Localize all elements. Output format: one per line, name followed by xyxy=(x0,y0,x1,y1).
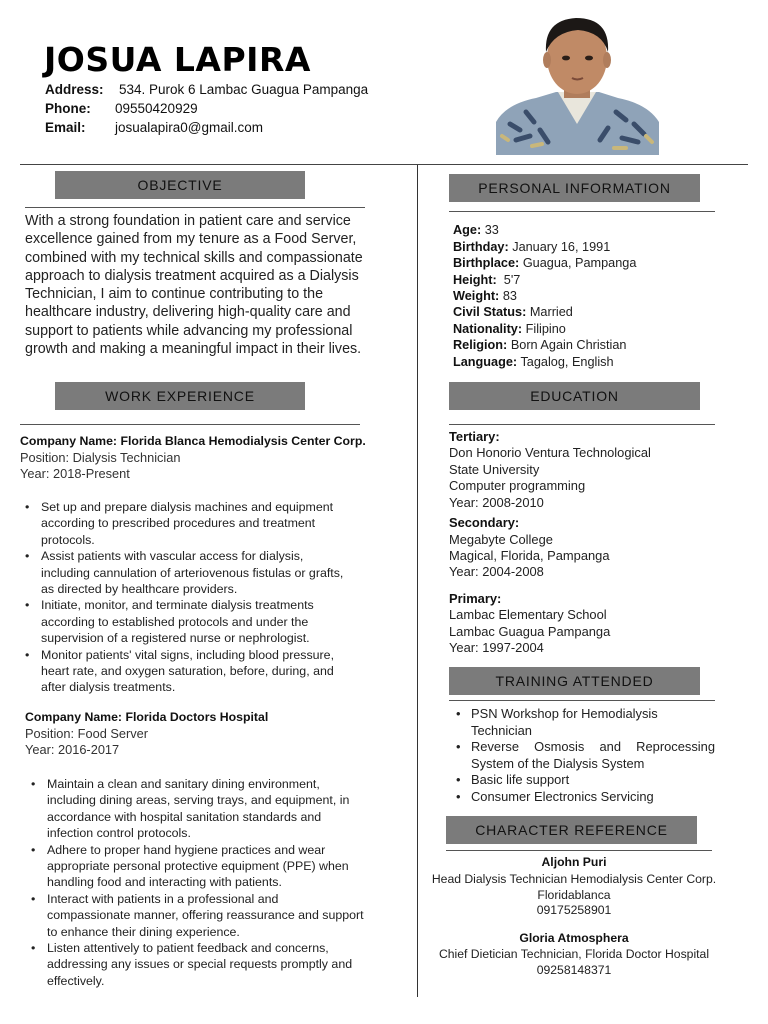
address-value: 534. Purok 6 Lambac Guagua Pampanga xyxy=(119,82,369,97)
duty-line: compassionate manner, offering reassurance and support xyxy=(47,908,364,923)
personal-label: Civil Status: xyxy=(453,305,527,319)
work-experience-heading: WORK EXPERIENCE xyxy=(55,382,305,410)
education-line: Year: 1997-2004 xyxy=(449,640,544,655)
duty-line: heart rate, and oxygen saturation, before, during, and xyxy=(41,664,334,679)
personal-information-rule xyxy=(449,211,715,212)
duty-line: • Maintain a clean and sanitary dining environment, xyxy=(47,777,320,791)
phone-row xyxy=(45,101,198,116)
education-tertiary-label: Tertiary: xyxy=(449,429,500,444)
training-line: • Reverse Osmosis and Reprocessing xyxy=(471,739,715,754)
duty-line: • Initiate, monitor, and terminate dialysis treatments xyxy=(41,598,314,613)
duty-line: accordance with hospital sanitation standards and xyxy=(47,809,322,824)
personal-value: Guagua, Pampanga xyxy=(522,256,637,270)
personal-label: Religion: xyxy=(453,338,508,352)
email-row xyxy=(45,120,264,135)
personal-row-nationality xyxy=(453,322,566,336)
duty-item xyxy=(41,597,401,646)
personal-value: Filipino xyxy=(525,322,566,336)
job-company: Company Name: Florida Blanca Hemodialysis Center Corp. xyxy=(20,434,366,448)
training-item xyxy=(471,772,715,789)
duty-line: • Listen attentively to patient feedback and concerns, xyxy=(47,941,329,956)
reference-name: Aljohn Puri xyxy=(541,855,607,869)
personal-row-religion xyxy=(453,338,626,352)
personal-value: Born Again Christian xyxy=(510,338,627,352)
education-line: Lambac Guagua Pampanga xyxy=(449,624,611,639)
objective-rule xyxy=(25,207,365,208)
training-line: • Consumer Electronics Servicing xyxy=(471,788,654,804)
training-line: System of the Dialysis System xyxy=(471,755,645,771)
duty-line: addressing any issues or special requests promptly and xyxy=(47,957,353,972)
education-line: Megabyte College xyxy=(449,532,553,547)
job-duties-list xyxy=(41,499,401,696)
personal-label: Nationality: xyxy=(453,322,523,336)
reference-line: Chief Dietician Technician, Florida Doctor Hospital xyxy=(438,947,710,961)
duty-line: • Assist patients with vascular access for dialysis, xyxy=(41,549,304,564)
objective-line: excellence gained from my tenure as a Food Server, xyxy=(25,231,357,248)
job-position: Position: Dialysis Technician xyxy=(20,450,181,465)
duty-item xyxy=(47,842,409,891)
objective-line: Technician, I aim to continue contributing to the xyxy=(25,286,324,303)
duty-item xyxy=(47,776,409,842)
personal-row-weight xyxy=(453,289,517,303)
reference-rule xyxy=(446,850,712,851)
duty-line: • Adhere to proper hand hygiene practices and wear xyxy=(47,842,326,857)
objective-line: healthcare industry, delivering high-quality care and xyxy=(25,304,351,321)
objective-text xyxy=(25,212,393,358)
personal-label: Birthday: xyxy=(453,240,509,254)
reference-phone: 09258148371 xyxy=(536,963,612,977)
personal-label: Weight: xyxy=(453,289,500,303)
resume-name: JOSUA LAPIRA xyxy=(44,40,311,79)
objective-line: approach to dialysis treatment acquired as a Dialysis xyxy=(25,267,359,284)
duty-line: according to established protocols and under the xyxy=(41,614,309,629)
duty-line: as directed by healthcare providers. xyxy=(41,582,238,597)
phone-value: 09550420929 xyxy=(115,101,198,116)
character-reference-heading: CHARACTER REFERENCE xyxy=(446,816,697,844)
duty-line: including cannulation of arteriovenous fistulas or grafts, xyxy=(41,565,344,580)
email-value: josualapira0@gmail.com xyxy=(115,120,264,135)
duty-line: after dialysis treatments. xyxy=(41,680,176,695)
reference-line: Floridablanca xyxy=(537,888,611,902)
duty-item xyxy=(47,940,409,989)
objective-heading: OBJECTIVE xyxy=(55,171,305,199)
training-line: • PSN Workshop for Hemodialysis xyxy=(471,706,658,721)
training-list xyxy=(471,706,715,805)
training-item xyxy=(471,789,715,806)
personal-row-age xyxy=(453,223,499,237)
personal-value: 5'7 xyxy=(503,273,521,287)
personal-row-birthday xyxy=(453,240,610,254)
duty-item xyxy=(41,499,401,548)
education-line: Lambac Elementary School xyxy=(449,607,607,622)
work-experience-rule xyxy=(20,424,360,425)
training-line: • Basic life support xyxy=(471,772,570,787)
training-item xyxy=(471,739,715,772)
job-position: Position: Food Server xyxy=(25,726,149,741)
job-duties-list xyxy=(47,776,409,989)
objective-line: growth and making a meaningful impact in their lives. xyxy=(25,341,362,358)
personal-value: January 16, 1991 xyxy=(512,240,611,254)
training-line: Technician xyxy=(471,722,532,738)
reference-phone: 09175258901 xyxy=(536,903,612,917)
personal-value: Tagalog, English xyxy=(520,355,614,369)
duty-line: • Monitor patients' vital signs, including blood pressure, xyxy=(41,647,335,662)
duty-line: • Interact with patients in a professional and xyxy=(47,891,279,906)
personal-label: Age: xyxy=(453,223,482,237)
education-line: Year: 2008-2010 xyxy=(449,495,544,510)
personal-row-language xyxy=(453,355,614,369)
training-heading: TRAINING ATTENDED xyxy=(449,667,700,695)
objective-line: combined with my technical skills and compassionate xyxy=(25,249,363,266)
education-line: State University xyxy=(449,462,540,477)
duty-line: protocols. xyxy=(41,532,95,547)
training-rule xyxy=(449,700,715,701)
personal-label: Birthplace: xyxy=(453,256,520,270)
education-primary-label: Primary: xyxy=(449,591,502,606)
education-line: Magical, Florida, Pampanga xyxy=(449,548,610,563)
duty-line: including dining areas, serving trays, and equipment, in xyxy=(47,793,350,808)
education-line: Don Honorio Ventura Technological xyxy=(449,445,651,460)
personal-value: 83 xyxy=(502,289,517,303)
phone-label: Phone: xyxy=(45,101,91,116)
duty-line: to enhance their dining experience. xyxy=(47,924,240,939)
personal-row-civil-status xyxy=(453,305,573,319)
duty-line: supervision of a registered nurse or nephrologist. xyxy=(41,631,310,646)
reference-name: Gloria Atmosphera xyxy=(519,931,629,945)
duty-item xyxy=(47,891,409,940)
duty-line: effectively. xyxy=(47,973,105,988)
education-heading: EDUCATION xyxy=(449,382,700,410)
profile-photo xyxy=(496,12,659,155)
job-year: Year: 2016-2017 xyxy=(25,742,120,757)
duty-line: infection control protocols. xyxy=(47,826,191,841)
objective-line: support to patients while advancing my professional xyxy=(25,322,353,339)
education-line: Computer programming xyxy=(449,478,586,493)
personal-label: Language: xyxy=(453,355,518,369)
header-divider xyxy=(20,164,748,165)
duty-item xyxy=(41,647,401,696)
reference-line: Head Dialysis Technician Hemodialysis Center Corp. xyxy=(431,872,717,886)
job-year: Year: 2018-Present xyxy=(20,466,130,481)
column-divider xyxy=(417,165,418,997)
job-company: Company Name: Florida Doctors Hospital xyxy=(25,710,269,724)
duty-item xyxy=(41,548,401,597)
personal-label: Height: xyxy=(453,273,497,287)
duty-line: according to prescribed procedures and treatment xyxy=(41,516,316,531)
duty-line: appropriate personal protective equipment (PPE) when xyxy=(47,859,349,874)
personal-information-heading: PERSONAL INFORMATION xyxy=(449,174,700,202)
personal-value: 33 xyxy=(484,223,499,237)
address-row xyxy=(45,82,369,97)
education-line: Year: 2004-2008 xyxy=(449,564,544,579)
address-label: Address: xyxy=(45,82,104,97)
duty-line: handling food and interacting with patients. xyxy=(47,875,282,890)
email-label: Email: xyxy=(45,120,86,135)
duty-line: • Set up and prepare dialysis machines and equipment xyxy=(41,500,334,514)
objective-line: With a strong foundation in patient care and service xyxy=(25,213,351,229)
personal-row-height xyxy=(453,273,520,287)
personal-value: Married xyxy=(529,305,573,319)
education-rule xyxy=(449,424,715,425)
training-item xyxy=(471,706,715,739)
personal-row-birthplace xyxy=(453,256,636,270)
education-secondary-label: Secondary: xyxy=(449,515,520,530)
